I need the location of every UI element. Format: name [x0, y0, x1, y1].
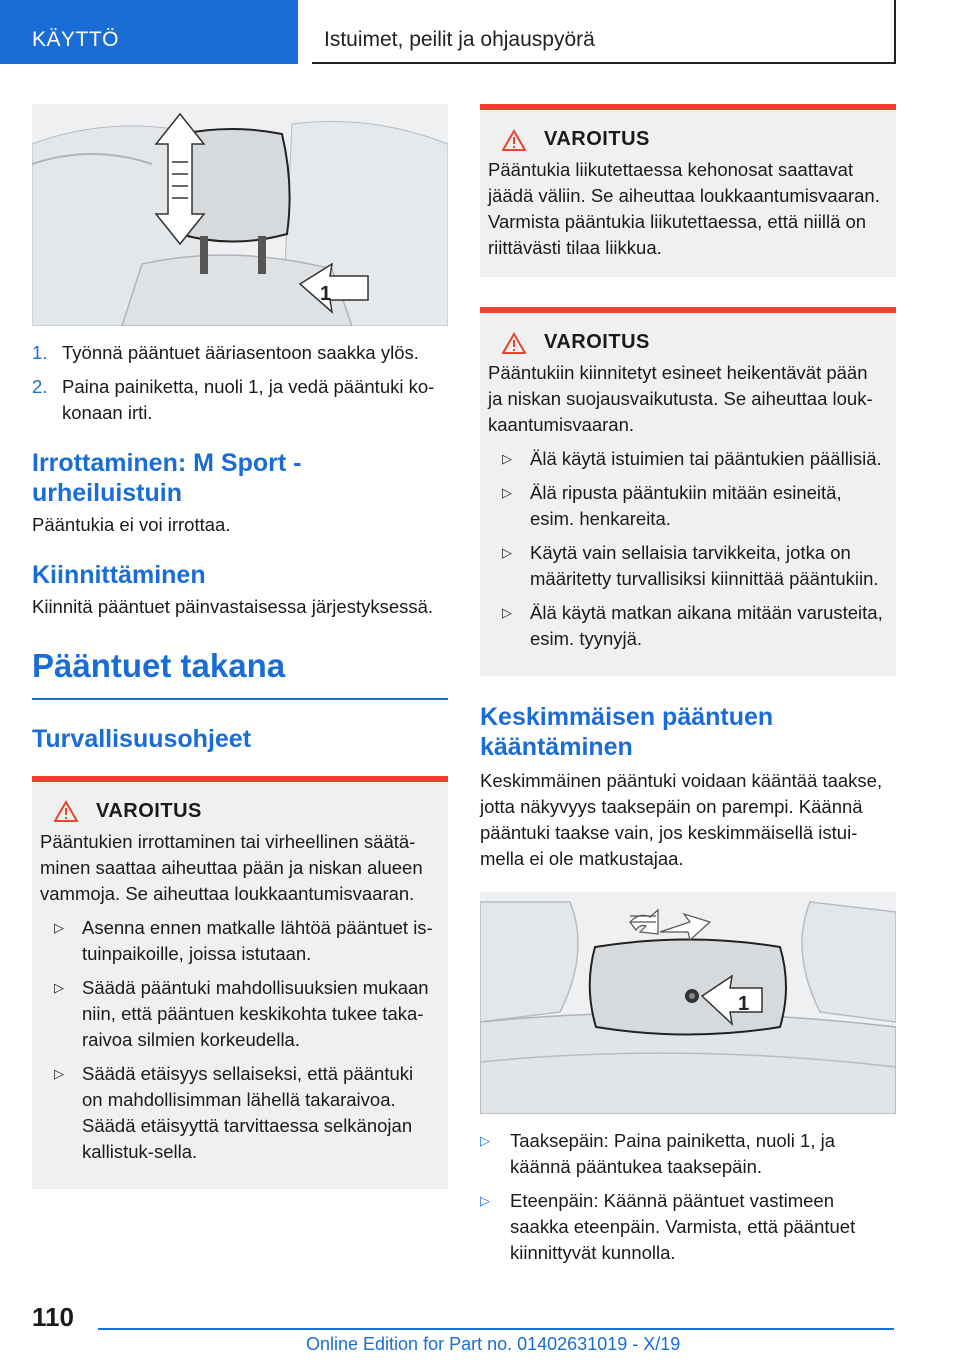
warning-box-removal: [32, 776, 448, 1189]
warning-text: Pääntukiin kiinnitetyt esineet heikentävät pään ja niskan suojausvaikutusta. Se aiheuttaa louk-kaantumisvaaran.: [488, 362, 873, 435]
warning-icon: [54, 800, 78, 822]
footer-divider: [98, 1328, 894, 1330]
warning-items: [40, 915, 438, 1165]
step-number: 1.: [32, 342, 48, 363]
center-headrest-fold-illustration: [480, 892, 896, 1114]
list-item: ▷ Älä käytä istuimien tai pääntukien päällisiä.: [488, 446, 886, 472]
list-item: ▷ Älä ripusta pääntukiin mitään esineitä, esim. henkareita.: [502, 482, 842, 529]
figure2-callout: 1: [738, 993, 750, 1015]
header-chapter-tab: [312, 0, 896, 64]
header-section-tab: [0, 0, 298, 64]
warning-label: VAROITUS: [544, 331, 650, 353]
step-number: 2.: [32, 376, 48, 397]
list-item: ▷ Säädä pääntuki mahdollisuuksien mukaan niin, että pääntuen keskikohta tukee taka-raivoa silmien korkeudella.: [54, 976, 429, 1050]
section-title-remove-m-sport: Irrottaminen: M Sport -urheiluistuin: [32, 449, 302, 507]
warning-box-objects: [480, 307, 896, 676]
list-item: ▷ Käytä vain sellaisia tarvikkeita, jotka on määritetty turvallisiksi kiinnittää pääntukiin.: [502, 542, 879, 589]
right-column: [480, 104, 896, 1274]
triangle-bullet-icon: ▷: [502, 545, 512, 560]
left-column: [32, 104, 448, 1189]
footer-edition: Online Edition for Part no. 01402631019 - X/19: [306, 1334, 681, 1354]
warning-box-pinch: [480, 104, 896, 277]
triangle-bullet-icon: ▷: [502, 451, 512, 466]
section-text-fold: Keskimmäinen pääntuki voidaan kääntää taakse, jotta näkyvyys taaksepäin on parempi. Käännä pääntuki taakse vain, jos keskimmäisellä istui-mella ei ole matkustajaa.: [480, 770, 883, 869]
list-item: ▷ Säädä etäisyys sellaiseksi, että pääntuki on mahdollisimman lähellä takaraivoa. Säädä etäisyyttä tarvittaessa selkänojan kallistuk-sella.: [54, 1062, 414, 1162]
list-item: ▷ Taaksepäin: Paina painiketta, nuoli 1, ja käännä pääntukea taaksepäin.: [480, 1130, 835, 1177]
chapter-divider: [32, 698, 448, 700]
headrest-removal-illustration: [32, 104, 448, 326]
section-title-fold: Keskimmäisen pääntuen kääntäminen: [480, 703, 774, 761]
warning-text: Pääntukia liikutettaessa kehonosat saattavat jäädä väliin. Se aiheuttaa loukkaantumisvaaran. Varmista pääntukia liikutettaessa, että niillä on riittävästi tilaa liikkua.: [488, 159, 880, 258]
list-item: ▷ Asenna ennen matkalle lähtöä pääntuet is-tuinpaikoille, joissa istutaan.: [54, 916, 433, 964]
removal-steps: [32, 340, 448, 426]
safety-title: Turvallisuusohjeet: [32, 724, 252, 753]
page-number: 110: [32, 1302, 74, 1332]
fold-instructions: [480, 1128, 896, 1266]
section-text-attach: Kiinnitä pääntuet päinvastaisessa järjestyksessä.: [32, 596, 434, 617]
header-chapter-label: Istuimet, peilit ja ohjauspyörä: [324, 28, 595, 51]
section-text-remove-m-sport: Pääntukia ei voi irrottaa.: [32, 514, 231, 535]
chapter-title: Pääntuet takana: [32, 647, 286, 684]
triangle-bullet-icon: ▷: [502, 605, 512, 620]
list-item: ▷ Eteenpäin: Käännä pääntuet vastimeen saakka eteenpäin. Varmista, että pääntuet kiinnittyvät kunnolla.: [480, 1190, 856, 1263]
figure1-callout: 1: [320, 283, 332, 305]
warning-label: VAROITUS: [96, 799, 202, 822]
list-item: [32, 374, 448, 426]
warning-header: [54, 800, 438, 823]
list-item: ▷ Älä käytä matkan aikana mitään varusteita, esim. tyynyjä.: [502, 602, 883, 649]
triangle-bullet-icon: ▷: [480, 1193, 490, 1208]
step-text: Paina painiketta, nuoli 1, ja vedä pääntuki ko-konaan irti.: [62, 376, 435, 423]
triangle-bullet-icon: ▷: [480, 1133, 490, 1148]
warning-label: VAROITUS: [544, 128, 650, 150]
header-section-label: KÄYTTÖ: [32, 28, 120, 51]
triangle-bullet-icon: ▷: [54, 1065, 64, 1081]
warning-header: [502, 128, 886, 151]
list-item: [32, 340, 448, 366]
warning-icon: [502, 332, 526, 354]
triangle-bullet-icon: ▷: [54, 979, 64, 995]
warning-items: [488, 446, 886, 652]
triangle-bullet-icon: ▷: [502, 485, 512, 500]
warning-icon: [502, 129, 526, 151]
section-title-attach: Kiinnittäminen: [32, 561, 206, 589]
step-text: Työnnä pääntuet ääriasentoon saakka ylös.: [62, 342, 419, 363]
warning-header: [502, 331, 886, 354]
warning-text: Pääntukien irrottaminen tai virheellinen säätä-minen saattaa aiheuttaa pään ja niskan alueen vammoja. Se aiheuttaa loukkaantumisvaaran.: [40, 830, 423, 904]
triangle-bullet-icon: ▷: [54, 919, 64, 935]
